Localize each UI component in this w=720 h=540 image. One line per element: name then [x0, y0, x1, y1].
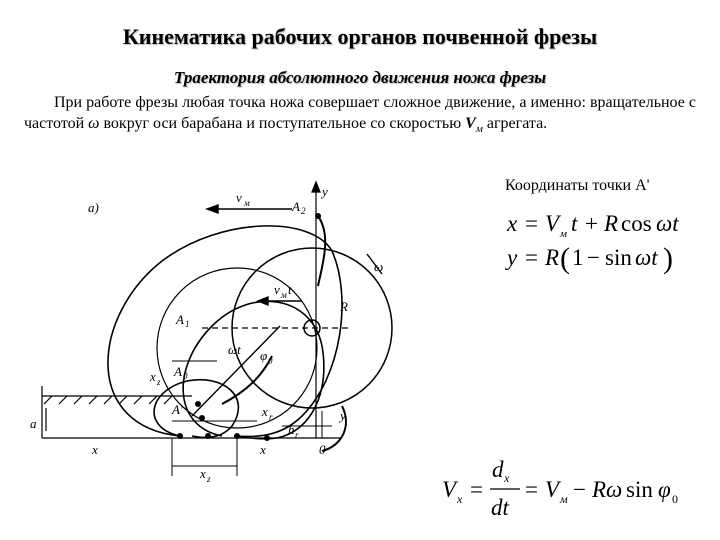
svg-text:ω: ω [374, 259, 384, 274]
svg-text:0: 0 [268, 356, 273, 366]
paragraph-text-2: вокруг оси барабана и поступательное со скоростью [99, 115, 466, 132]
svg-text:a): a) [88, 200, 99, 215]
svg-text:x: x [262, 404, 268, 419]
svg-text:м: м [560, 228, 568, 240]
svg-text:h: h [288, 422, 295, 437]
svg-text:t: t [288, 282, 292, 297]
svg-text:V: V [442, 477, 457, 502]
svg-text:V: V [545, 211, 560, 236]
svg-text:dt: dt [491, 495, 509, 520]
svg-text:φ: φ [658, 477, 671, 502]
svg-text:0: 0 [183, 371, 188, 381]
svg-text:ωt: ωt [656, 211, 679, 236]
svg-text:sin: sin [605, 245, 632, 270]
soil-surface [42, 386, 192, 438]
svg-text:x: x [504, 471, 510, 485]
svg-text:ωt: ωt [228, 342, 241, 357]
svg-text:=: = [470, 477, 483, 502]
svg-text:r: r [269, 412, 273, 422]
svg-text:0: 0 [672, 492, 678, 506]
svg-text:A: A [174, 364, 182, 379]
svg-text:): ) [663, 242, 673, 275]
svg-text:x: x [457, 492, 463, 506]
svg-text:=: = [525, 245, 538, 270]
knife-blades [222, 216, 346, 451]
svg-text:A': A' [172, 402, 183, 417]
svg-text:=: = [525, 477, 538, 502]
svg-text:м: м [281, 290, 287, 300]
svg-text:м: м [244, 198, 250, 208]
svg-text:=: = [525, 211, 538, 236]
slide-title: Кинематика рабочих органов почвенной фрезы [122, 24, 598, 49]
svg-text:t: t [571, 211, 578, 236]
trajectory-loops [108, 226, 342, 439]
description-paragraph [24, 92, 696, 140]
paragraph-text-1: При работе фрезы любая точка ножа совершает сложное движение, а именно: вращательное с частотой [24, 94, 696, 132]
axes [42, 182, 352, 438]
svg-text:−: − [587, 245, 600, 270]
svg-text:y: y [340, 408, 346, 423]
svg-text:z: z [207, 474, 211, 484]
svg-text:a: a [30, 416, 37, 431]
svg-text:v: v [274, 282, 280, 297]
svg-text:Rω: Rω [592, 477, 623, 502]
svg-text:z: z [157, 377, 161, 387]
svg-text:1: 1 [185, 319, 190, 329]
svg-text:sin: sin [626, 477, 653, 502]
svg-text:x: x [150, 369, 156, 384]
svg-text:A: A [176, 312, 184, 327]
kinematics-diagram [22, 176, 384, 486]
svg-text:1: 1 [572, 245, 584, 270]
svg-text:0: 0 [319, 442, 326, 457]
svg-text:r: r [295, 430, 299, 440]
svg-text:R: R [604, 211, 619, 236]
svg-text:+: + [585, 211, 598, 236]
coordinates-label: Координаты точки А' [505, 177, 650, 194]
svg-text:v: v [236, 190, 242, 205]
diagram-labels [30, 184, 383, 484]
svg-text:2: 2 [301, 206, 306, 216]
coordinate-formulas [505, 205, 705, 275]
svg-text:ωt: ωt [635, 245, 658, 270]
svg-text:φ: φ [260, 348, 268, 363]
velocity-formula [440, 455, 702, 525]
svg-text:(: ( [560, 242, 570, 275]
svg-text:R: R [545, 245, 560, 270]
svg-text:x: x [200, 466, 206, 481]
svg-text:м: м [560, 492, 568, 506]
slide-subtitle: Траектория абсолютного движения ножа фрезы [173, 68, 547, 87]
paragraph-text-3: агрегата. [482, 115, 548, 132]
svg-text:−: − [573, 477, 586, 502]
svg-text:R: R [340, 299, 348, 314]
svg-text:x: x [507, 211, 518, 236]
svg-text:x: x [92, 442, 98, 457]
svg-text:V: V [545, 477, 560, 502]
svg-text:y: y [322, 184, 328, 199]
svg-text:y: y [507, 245, 518, 270]
svg-text:x: x [260, 442, 266, 457]
svg-text:d: d [492, 457, 504, 482]
velocity-symbol: $V_м$ [465, 115, 483, 136]
svg-text:A: A [292, 199, 300, 214]
omega-symbol: ω [88, 115, 100, 132]
svg-text:cos: cos [621, 211, 652, 236]
